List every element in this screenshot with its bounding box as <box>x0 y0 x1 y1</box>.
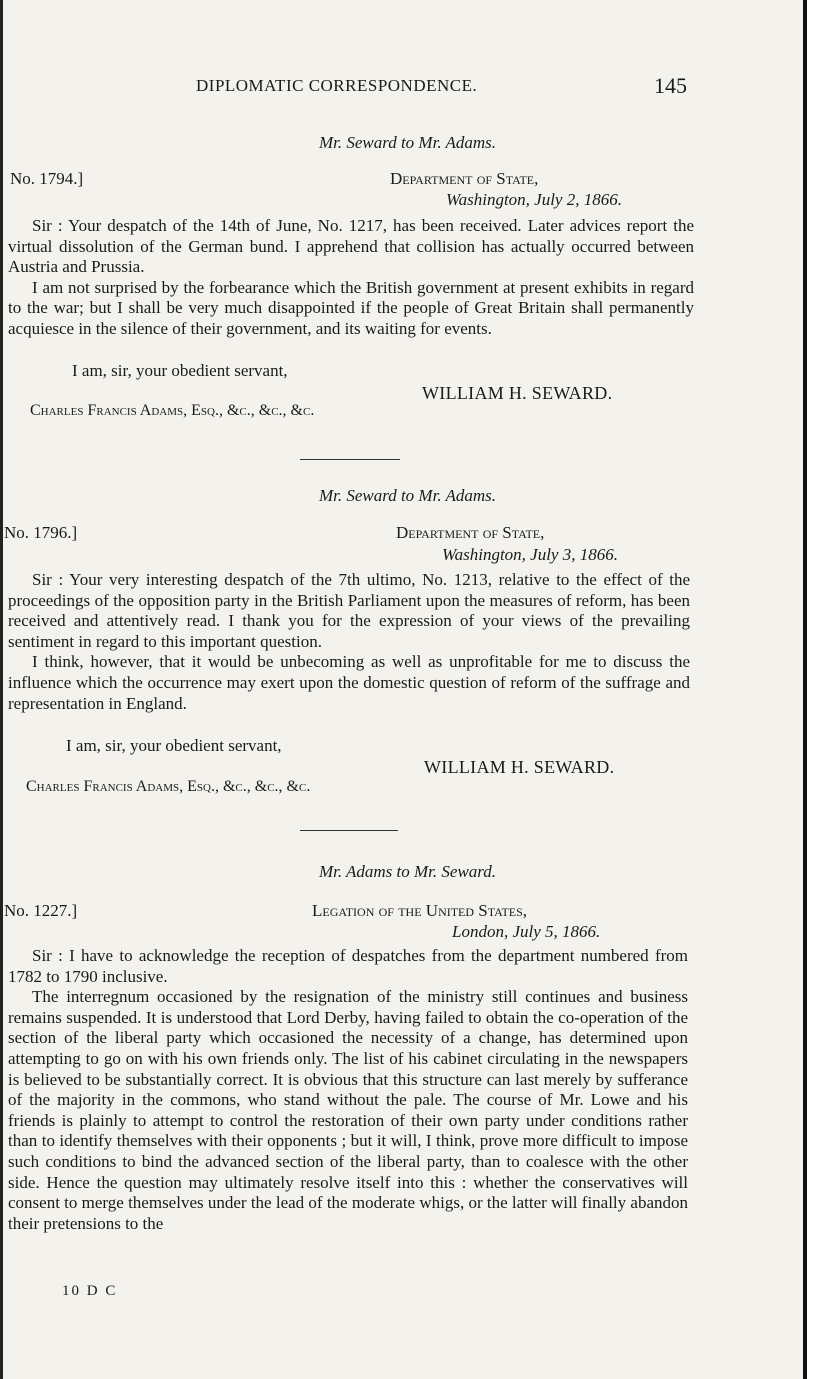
despatch-number: No. 1227.] <box>4 901 78 920</box>
letter-body <box>8 570 690 714</box>
paragraph: Sir : Your despatch of the 14th of June, No. 1217, has been received. Later advices report the virtual dissolution of the German bund. I apprehend that collision has actually occurred between Austria and Prussia. <box>8 216 694 277</box>
office-line: Department of State, <box>390 169 539 188</box>
place-date: London, July 5, 1866. <box>452 922 601 941</box>
office-line: Legation of the United States, <box>312 901 528 920</box>
despatch-number: No. 1794.] <box>10 169 84 188</box>
despatch-number: No. 1796.] <box>4 523 78 542</box>
running-head: DIPLOMATIC CORRESPONDENCE. <box>196 76 478 95</box>
letter-heading: Mr. Seward to Mr. Adams. <box>318 133 497 152</box>
section-rule <box>300 459 400 460</box>
paragraph: I am not surprised by the forbearance which the British government at present exhibits in regard to the war; but I shall be very much disappointed if the people of Great Britain shall permanently acquiesce in the silence of their government, and its waiting for events. <box>8 277 694 338</box>
paragraph: Sir : Your very interesting despatch of the 7th ultimo, No. 1213, relative to the effect of the proceedings of the opposition party in the British Parliament upon the measures of reform, has been received and attentively read. I thank you for the expression of your views of the prevailing sentiment in regard to this important question. <box>8 570 690 651</box>
closing-line: I am, sir, your obedient servant, <box>66 736 282 755</box>
place-date: Washington, July 3, 1866. <box>442 545 618 564</box>
addressee: Charles Francis Adams, Esq., &c., &c., &c. <box>30 402 315 419</box>
page-left-edge <box>0 0 3 1379</box>
letter-body <box>8 946 688 1234</box>
paragraph: Sir : I have to acknowledge the reception of despatches from the department numbered from 1782 to 1790 inclusive. <box>8 946 688 986</box>
place-date: Washington, July 2, 1866. <box>446 190 622 209</box>
signature: WILLIAM H. SEWARD. <box>424 757 615 777</box>
addressee: Charles Francis Adams, Esq., &c., &c., &c. <box>26 778 311 795</box>
page-number: 145 <box>654 73 687 98</box>
letter-heading: Mr. Adams to Mr. Seward. <box>318 862 497 881</box>
section-rule <box>300 830 398 831</box>
letter-heading: Mr. Seward to Mr. Adams. <box>318 486 497 505</box>
page-right-edge <box>803 0 815 1379</box>
paragraph: I think, however, that it would be unbecoming as well as unprofitable for me to discuss the influence which the occurrence may exert upon the domestic question of reform of the suffrage and representation in England. <box>8 652 690 713</box>
letter-body <box>8 216 694 340</box>
office-line: Department of State, <box>396 523 545 542</box>
signature: WILLIAM H. SEWARD. <box>422 383 613 403</box>
paragraph: The interregnum occasioned by the resignation of the ministry still continues and business remains suspended. It is understood that Lord Derby, having failed to obtain the co-operation of the section of the liberal party which occasioned the necessity of a change, has determined upon attempting to go on with his own friends only. The list of his cabinet circulating in the newspapers is believed to be substantially correct. It is obvious that this structure can last merely by sufferance of the majority in the commons, who stand without the pale. The course of Mr. Lowe and his friends is plainly to attempt to control the restoration of their own party under conditions rather than to identify themselves with their opponents ; but it will, I think, prove more difficult to impose such conditions to bind the advanced section of the liberal party, than to coalesce with the other side. Hence the question may ultimately resolve itself into this : whether the conservatives will consent to merge themselves under the lead of the moderate whigs, or the latter will finally abandon their pretensions to the <box>8 987 688 1233</box>
closing-line: I am, sir, your obedient servant, <box>72 361 288 380</box>
signature-mark: 10 D C <box>62 1283 118 1299</box>
